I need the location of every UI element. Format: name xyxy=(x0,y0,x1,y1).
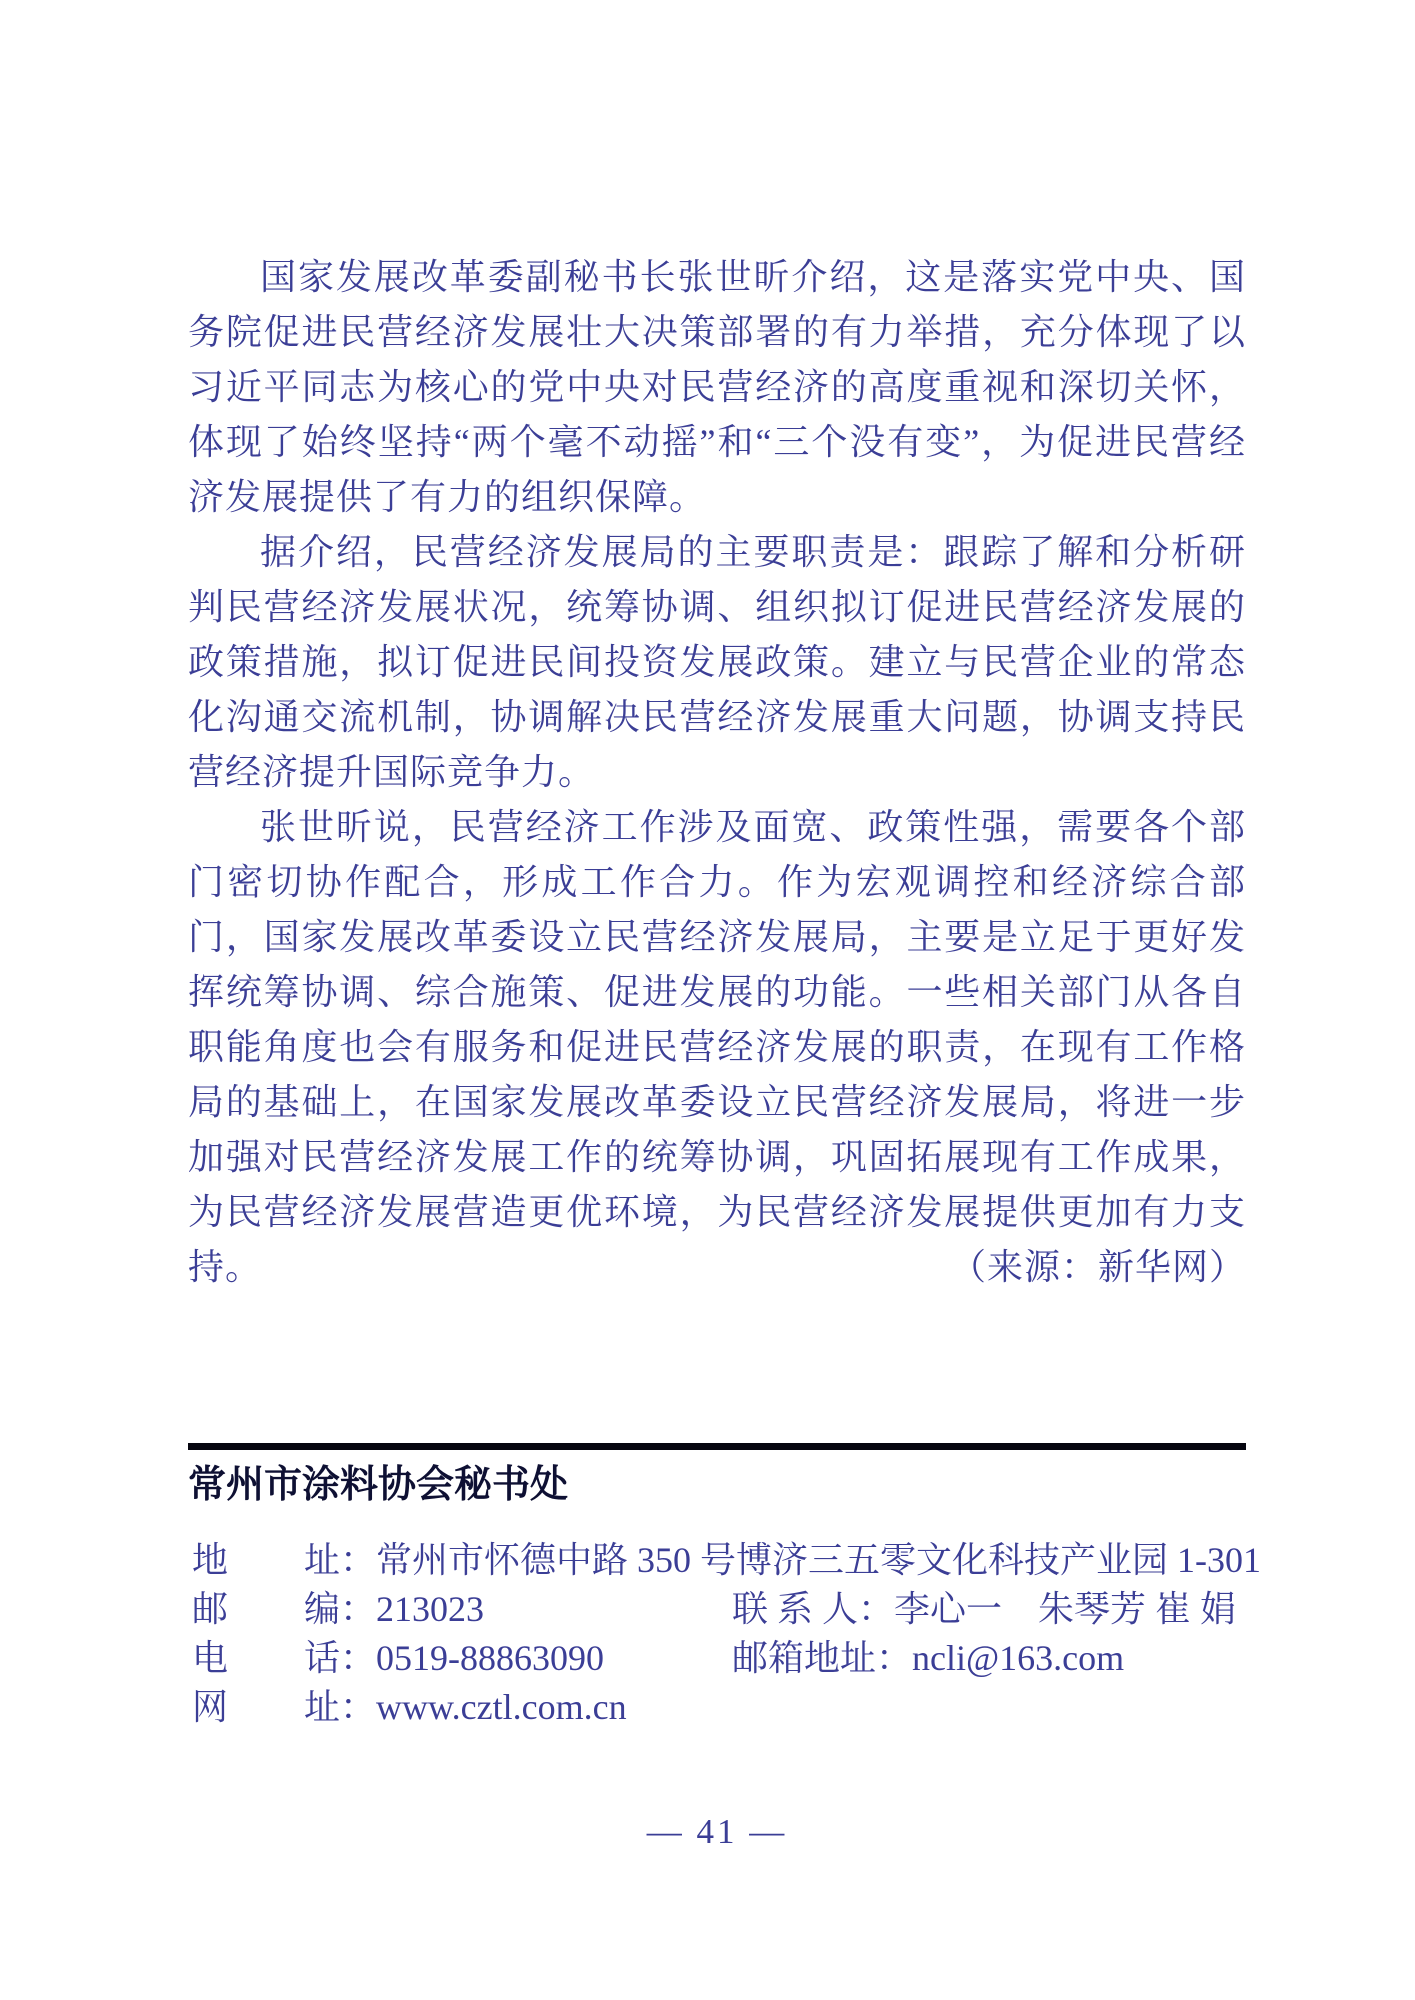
contact-right xyxy=(732,1585,1236,1634)
paragraph-with-source xyxy=(188,800,1246,1295)
footer-divider xyxy=(188,1443,1246,1450)
contact-value-phone: 0519-88863090 xyxy=(376,1638,604,1678)
contact-label-char: 地 xyxy=(192,1540,229,1580)
contact-value-postcode: 213023 xyxy=(376,1589,484,1629)
contact-left xyxy=(192,1536,1261,1585)
contact-row-website xyxy=(192,1683,1248,1732)
contact-row-address xyxy=(192,1536,1261,1585)
contact-email-value: ncli@163.com xyxy=(912,1638,1125,1678)
contact-label xyxy=(192,1585,376,1634)
contact-label xyxy=(192,1683,376,1732)
contact-label xyxy=(192,1536,376,1585)
contact-block xyxy=(192,1536,1261,1732)
contact-value-address: 常州市怀德中路 350 号博济三五零文化科技产业园 1-301 xyxy=(376,1540,1261,1580)
contact-label-char: 址： xyxy=(303,1540,376,1580)
contact-label xyxy=(192,1634,376,1683)
page-number: — 41 — xyxy=(646,1812,788,1851)
contact-label-char: 电 xyxy=(192,1638,229,1678)
source-attribution: （来源：新华网） xyxy=(949,1247,1246,1287)
contact-left xyxy=(192,1634,732,1683)
contact-row-postcode xyxy=(192,1585,1248,1634)
contact-label-char: 邮 xyxy=(192,1589,229,1629)
contact-persons-label: 联 系 人： xyxy=(732,1589,895,1629)
contact-row-phone xyxy=(192,1634,1248,1683)
contact-value-website: www.cztl.com.cn xyxy=(376,1687,627,1727)
contact-label-char: 址： xyxy=(303,1687,376,1727)
contact-left xyxy=(192,1683,732,1732)
paragraph: 据介绍，民营经济发展局的主要职责是：跟踪了解和分析研判民营经济发展状况，统筹协调、组织拟订促进民营经济发展的政策措施，拟订促进民间投资发展政策。建立与民营企业的常态化沟通交流机制，协调解决民营经济发展重大问题，协调支持民营经济提升国际竞争力。 xyxy=(188,532,1246,792)
organization-title: 常州市涂料协会秘书处 xyxy=(188,1464,569,1506)
contact-label-char: 话： xyxy=(303,1638,376,1678)
article-body xyxy=(188,250,1246,1295)
paragraph: 国家发展改革委副秘书长张世昕介绍，这是落实党中央、国务院促进民营经济发展壮大决策部署的有力举措，充分体现了以习近平同志为核心的党中央对民营经济的高度重视和深切关怀，体现了始终坚持“两个毫不动摇”和“三个没有变”，为促进民营经济发展提供了有力的组织保障。 xyxy=(188,257,1246,517)
contact-left xyxy=(192,1585,732,1634)
contact-email-label: 邮箱地址： xyxy=(732,1638,913,1678)
contact-right xyxy=(732,1634,1124,1683)
contact-label-char: 编： xyxy=(303,1589,376,1629)
paragraph-text: 张世昕说，民营经济工作涉及面宽、政策性强，需要各个部门密切协作配合，形成工作合力。作为宏观调控和经济综合部门，国家发展改革委设立民营经济发展局，主要是立足于更好发挥统筹协调、综合施策、促进发展的功能。一些相关部门从各自职能角度也会有服务和促进民营经济发展的职责，在现有工作格局的基础上，在国家发展改革委设立民营经济发展局，将进一步加强对民营经济发展工作的统筹协调，巩固拓展现有工作成果，为民营经济发展营造更优环境，为民营经济发展提供更加有力支持。 xyxy=(188,807,1246,1287)
contact-persons-value: 李心一 朱琴芳 崔 娟 xyxy=(894,1589,1237,1629)
contact-label-char: 网 xyxy=(192,1687,229,1727)
